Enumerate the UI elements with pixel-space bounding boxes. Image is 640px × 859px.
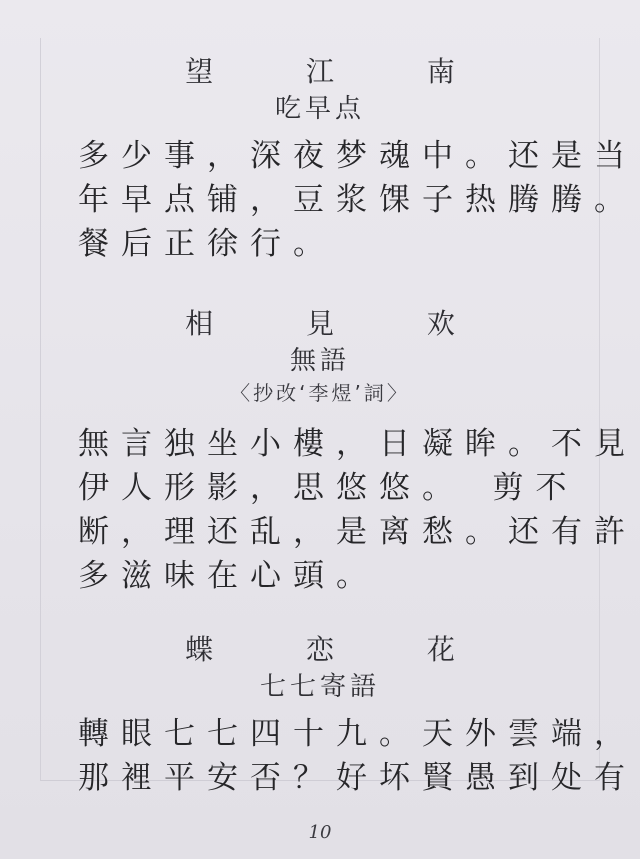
poem-title: 蝶 恋 花	[185, 633, 497, 666]
poem-wangjiangnan	[0, 52, 640, 126]
page-number: 10	[308, 822, 332, 843]
poem-xiangjianhuan	[0, 304, 640, 408]
poem-body	[78, 422, 637, 598]
poem-dielianhua	[0, 630, 640, 704]
poem-attribution-note: 〈抄改‘李煜’詞〉	[230, 381, 410, 405]
poem-body	[78, 134, 637, 266]
verse-line: 餐后正徐行。	[78, 226, 336, 262]
poem-subtitle: 吃早点	[274, 94, 365, 124]
verse-line: 伊人形影，思悠悠。 剪不	[78, 470, 579, 506]
verse-line: 多少事，深夜梦魂中。还是当	[78, 138, 637, 174]
verse-line: 無言独坐小樓，日凝眸。不見	[78, 426, 637, 462]
verse-line: 多滋味在心頭。	[78, 558, 379, 594]
poem-title: 相 見 欢	[185, 307, 497, 340]
verse-line: 轉眼七七四十九。天外雲端，	[78, 716, 637, 752]
verse-line: 年早点铺，豆浆馃子热腾腾。	[78, 182, 637, 218]
verse-line: 断，理还乱，是离愁。还有許	[78, 514, 637, 550]
poem-body	[78, 712, 637, 800]
poem-title: 望 江 南	[185, 55, 497, 88]
poem-subtitle: 七七寄語	[259, 672, 380, 702]
verse-line: 那裡平安否？好坏賢愚到处有	[78, 760, 637, 796]
poem-subtitle: 無語	[289, 346, 350, 376]
